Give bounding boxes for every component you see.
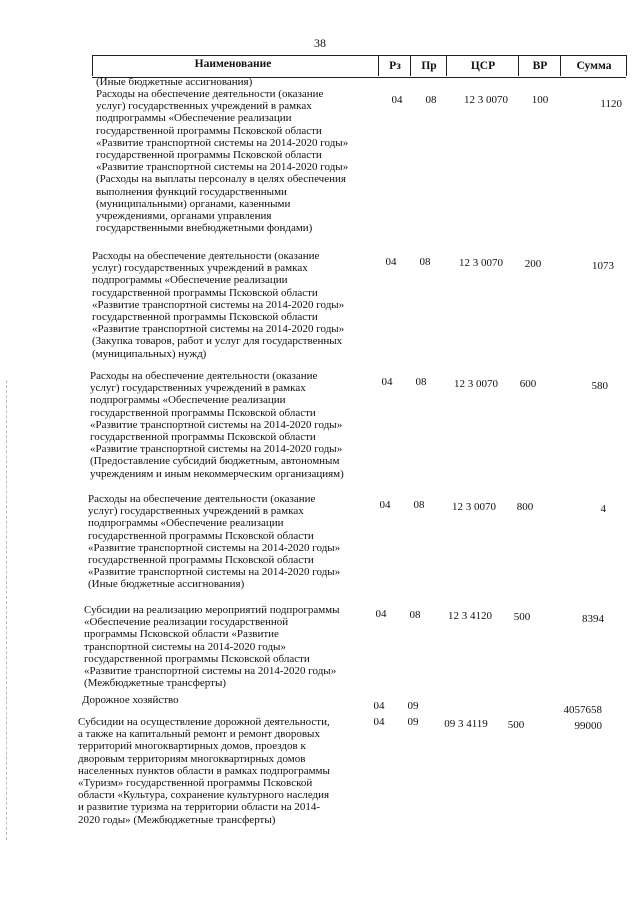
row-csr: 12 3 0070 xyxy=(464,94,508,106)
row-csr: 12 3 4120 xyxy=(448,610,492,622)
row-rz: 04 xyxy=(379,499,391,511)
row-name: Субсидии на реализацию мероприятий подпрограммы «Обеспечение реализации государственной программы Псковской области «Развитие транспортной системы на 2014-2020 годы» государственной программы Псковской области «Развитие транспортной системы на 2014-2020 годы» (Межбюджетные трансферты) xyxy=(84,604,340,690)
header-pr: Пр xyxy=(421,60,437,72)
row-rz: 04 xyxy=(373,700,385,712)
row-sum: 580 xyxy=(591,380,608,392)
column-divider xyxy=(560,55,561,76)
header-rz: Рз xyxy=(389,60,401,72)
row-sum: 4057658 xyxy=(563,704,602,716)
row-sum: 1073 xyxy=(592,260,614,272)
row-csr: 12 3 0070 xyxy=(452,501,496,513)
row-rz: 04 xyxy=(373,716,385,728)
page-number: 38 xyxy=(314,36,326,50)
row-name: Субсидии на осуществление дорожной деятельности, а также на капитальный ремонт и ремонт дворовых территорий многоквартирных домов, проездов к дворовым территориям многоквартирных домов населенных пунктов области в рамках подпрограммы «Туризм» государственной программы Псковской области «Культура, сохранение культурного наследия и развитие туризма на территории области на 2014- 2020 годы» (Межбюджетные трансферты) xyxy=(78,716,330,826)
row-vr: 800 xyxy=(516,501,534,513)
carry-over-text: (Иные бюджетные ассигнования) xyxy=(96,76,253,88)
column-divider xyxy=(378,55,379,76)
row-vr: 100 xyxy=(531,94,549,106)
column-divider xyxy=(626,55,627,76)
row-rz: 04 xyxy=(385,256,397,268)
column-divider xyxy=(92,55,93,76)
header-sum: Сумма xyxy=(576,60,612,72)
row-rz: 04 xyxy=(381,376,393,388)
row-name: Расходы на обеспечение деятельности (оказание услуг) государственных учреждений в рамках подпрограммы «Обеспечение реализации государственной программы Псковской области «Развитие транспортной системы на 2014-2020 годы» государственной программы Псковской области «Развитие транспортной системы на 2014-2020 годы» (Закупка товаров, работ и услуг для государственных (муниципальных) нужд) xyxy=(92,250,345,360)
row-csr: 12 3 0070 xyxy=(459,257,503,269)
row-sum: 8394 xyxy=(582,613,604,625)
column-divider xyxy=(518,55,519,76)
header-name: Наименование xyxy=(194,58,272,70)
row-vr: 200 xyxy=(524,258,542,270)
row-rz: 04 xyxy=(391,94,403,106)
table-header xyxy=(92,55,626,78)
header-csr: ЦСР xyxy=(470,60,496,72)
row-vr: 500 xyxy=(513,611,531,623)
row-name: Дорожное хозяйство xyxy=(82,694,179,706)
row-sum: 4 xyxy=(600,503,606,515)
row-name: Расходы на обеспечение деятельности (оказание услуг) государственных учреждений в рамках подпрограммы «Обеспечение реализации государственной программы Псковской области «Развитие транспортной системы на 2014-2020 годы» государственной программы Псковской области «Развитие транспортной системы на 2014-2020 годы» (Предоставление субсидий бюджетным, автономным учреждениям и иным некоммерческим организациям) xyxy=(90,370,344,480)
row-sum: 1120 xyxy=(600,98,622,110)
row-pr: 08 xyxy=(413,499,425,511)
scan-margin-line xyxy=(6,380,7,840)
header-vr: ВР xyxy=(532,60,548,72)
row-name: Расходы на обеспечение деятельности (оказание услуг) государственных учреждений в рамках подпрограммы «Обеспечение реализации государственной программы Псковской области «Развитие транспортной системы на 2014-2020 годы» государственной программы Псковской области «Развитие транспортной системы на 2014-2020 годы» (Расходы на выплаты персоналу в целях обеспечения выполнения функций государственными (муниципальными) органами, казенными учреждениями, органами управления государственными внебюджетными фондами) xyxy=(96,88,349,235)
row-sum: 99000 xyxy=(574,720,602,732)
row-pr: 08 xyxy=(419,256,431,268)
row-rz: 04 xyxy=(375,608,387,620)
row-pr: 09 xyxy=(407,716,419,728)
row-vr: 500 xyxy=(507,719,525,731)
column-divider xyxy=(410,55,411,76)
column-divider xyxy=(446,55,447,76)
row-pr: 08 xyxy=(415,376,427,388)
row-vr: 600 xyxy=(519,378,537,390)
row-csr: 09 3 4119 xyxy=(444,718,488,730)
row-pr: 08 xyxy=(425,94,437,106)
row-pr: 09 xyxy=(407,700,419,712)
row-name: Расходы на обеспечение деятельности (оказание услуг) государственных учреждений в рамках подпрограммы «Обеспечение реализации государственной программы Псковской области «Развитие транспортной системы на 2014-2020 годы» государственной программы Псковской области «Развитие транспортной системы на 2014-2020 годы» (Иные бюджетные ассигнования) xyxy=(88,493,341,591)
row-pr: 08 xyxy=(409,609,421,621)
row-csr: 12 3 0070 xyxy=(454,378,498,390)
